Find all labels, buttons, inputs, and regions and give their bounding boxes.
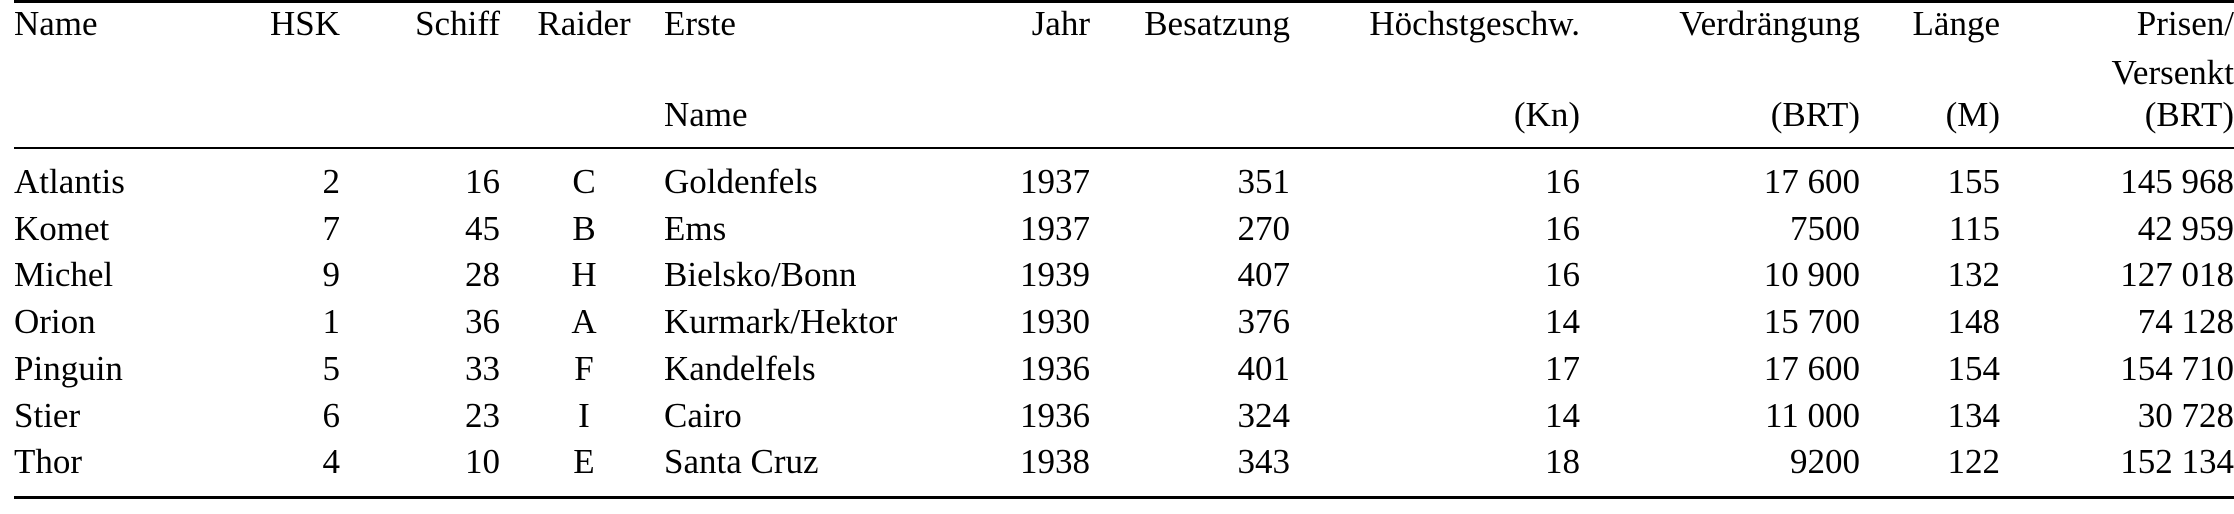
table-row: [14, 148, 2234, 206]
column-header-prisen-versenkt-sub: Versenkt (BRT): [2004, 52, 2234, 148]
cell-prisen-versenkt: 30 728: [2137, 395, 2234, 435]
cell-besatzung: 343: [1094, 439, 1294, 497]
column-header-raider: Raider: [504, 2, 664, 52]
cell-besatzung: 401: [1237, 348, 1290, 388]
table-body: [14, 148, 2234, 497]
cell-schiff: 33: [465, 348, 500, 388]
cell-raider: E: [504, 439, 664, 497]
table-row: [14, 252, 2234, 299]
cell-schiff: 10: [344, 439, 504, 497]
header-row-line1: [14, 2, 2234, 52]
cell-hoechstgeschwindigkeit: 16: [1545, 162, 1580, 202]
cell-verdraengung: 10 900: [1763, 255, 1860, 295]
cell-hsk: 2: [322, 162, 340, 202]
column-header-erste-name: Erste: [664, 2, 954, 52]
cell-schiff: 28: [465, 255, 500, 295]
cell-laenge: 122: [1864, 439, 2004, 497]
cell-jahr: 1939: [1020, 255, 1090, 295]
cell-hsk: 4: [214, 439, 344, 497]
cell-name: Komet: [14, 208, 110, 248]
cell-erste-name: Bielsko/Bonn: [664, 255, 857, 295]
table-row: [14, 206, 2234, 253]
cell-prisen-versenkt: 127 018: [2120, 255, 2234, 295]
column-header-jahr: Jahr: [954, 2, 1094, 52]
cell-erste-name: Goldenfels: [664, 162, 818, 202]
cell-name: Thor: [14, 439, 214, 497]
cell-name: Pinguin: [14, 348, 123, 388]
cell-besatzung: 407: [1237, 255, 1290, 295]
cell-name: Atlantis: [14, 162, 125, 202]
table-row: [14, 346, 2234, 393]
cell-verdraengung: 15 700: [1763, 302, 1860, 342]
cell-hsk: 9: [322, 255, 340, 295]
table-row: [14, 393, 2234, 440]
cell-verdraengung: 11 000: [1765, 395, 1860, 435]
cell-verdraengung: 17 600: [1763, 162, 1860, 202]
cell-hoechstgeschwindigkeit: 18: [1294, 439, 1584, 497]
cell-prisen-versenkt: 42 959: [2137, 208, 2234, 248]
cell-raider: I: [578, 395, 590, 435]
cell-raider: F: [574, 348, 594, 388]
cell-verdraengung: 9200: [1584, 439, 1864, 497]
cell-jahr: 1937: [1020, 208, 1090, 248]
cell-erste-name: Ems: [664, 208, 727, 248]
cell-laenge: 132: [1947, 255, 2000, 295]
cell-prisen-versenkt: 154 710: [2120, 348, 2234, 388]
cell-hoechstgeschwindigkeit: 14: [1545, 302, 1580, 342]
cell-raider: H: [571, 255, 597, 295]
cell-besatzung: 324: [1237, 395, 1290, 435]
cell-schiff: 23: [465, 395, 500, 435]
column-header-laenge-unit: (M): [1864, 52, 2004, 148]
column-header-hoechstgeschwindigkeit-unit: (Kn): [1294, 52, 1584, 148]
column-header-hsk: HSK: [214, 2, 344, 52]
cell-jahr: 1930: [1020, 302, 1090, 342]
cell-laenge: 148: [1947, 302, 2000, 342]
column-header-laenge: Länge: [1864, 2, 2004, 52]
cell-hsk: 5: [322, 348, 340, 388]
cell-laenge: 134: [1947, 395, 2000, 435]
column-header-schiff-sub: [344, 52, 504, 148]
cell-prisen-versenkt: 74 128: [2137, 302, 2234, 342]
cell-raider: B: [572, 208, 596, 248]
cell-laenge: 115: [1948, 208, 2000, 248]
cell-erste-name: Santa Cruz: [664, 439, 954, 497]
cell-prisen-versenkt: 145 968: [2120, 162, 2234, 202]
column-header-prisen-versenkt: Prisen/: [2004, 2, 2234, 52]
cell-raider: C: [572, 162, 596, 202]
cell-name: Stier: [14, 395, 81, 435]
auxiliary-cruisers-table: [14, 0, 2234, 499]
column-header-hoechstgeschwindigkeit: Höchstgeschw.: [1294, 2, 1584, 52]
cell-hoechstgeschwindigkeit: 16: [1545, 255, 1580, 295]
column-header-erste-name-sub: Name: [664, 52, 954, 148]
cell-jahr: 1938: [954, 439, 1094, 497]
cell-hoechstgeschwindigkeit: 16: [1545, 208, 1580, 248]
column-header-verdraengung: Verdrängung: [1584, 2, 1864, 52]
cell-jahr: 1937: [1020, 162, 1090, 202]
cell-hsk: 1: [322, 302, 340, 342]
column-header-name: Name: [14, 2, 214, 52]
cell-schiff: 36: [465, 302, 500, 342]
table-header: [14, 2, 2234, 149]
cell-prisen-versenkt: 152 134: [2004, 439, 2234, 497]
column-header-schiff: Schiff: [344, 2, 504, 52]
column-header-prisen-versenkt-unit: (BRT): [2144, 95, 2234, 135]
column-header-besatzung: Besatzung: [1094, 2, 1294, 52]
cell-hsk: 6: [322, 395, 340, 435]
cell-jahr: 1936: [1020, 395, 1090, 435]
column-header-raider-sub: [504, 52, 664, 148]
cell-besatzung: 270: [1237, 208, 1290, 248]
column-header-verdraengung-unit: (BRT): [1584, 52, 1864, 148]
column-header-hsk-sub: [214, 52, 344, 148]
cell-name: Orion: [14, 302, 96, 342]
cell-laenge: 155: [1947, 162, 2000, 202]
cell-schiff: 45: [465, 208, 500, 248]
table-row: [14, 299, 2234, 346]
column-header-jahr-sub: [954, 52, 1094, 148]
cell-erste-name: Kandelfels: [664, 348, 816, 388]
cell-raider: A: [571, 302, 597, 342]
cell-besatzung: 351: [1237, 162, 1290, 202]
cell-laenge: 154: [1947, 348, 2000, 388]
table-row: [14, 439, 2234, 497]
cell-verdraengung: 7500: [1790, 208, 1860, 248]
cell-erste-name: Kurmark/Hektor: [664, 302, 898, 342]
cell-hsk: 7: [322, 208, 340, 248]
cell-schiff: 16: [465, 162, 500, 202]
cell-hoechstgeschwindigkeit: 17: [1545, 348, 1580, 388]
cell-erste-name: Cairo: [664, 395, 742, 435]
cell-hoechstgeschwindigkeit: 14: [1545, 395, 1580, 435]
cell-jahr: 1936: [1020, 348, 1090, 388]
cell-besatzung: 376: [1237, 302, 1290, 342]
column-header-name-sub: [14, 52, 214, 148]
cell-name: Michel: [14, 255, 114, 295]
header-row-line2: [14, 52, 2234, 148]
column-header-besatzung-sub: [1094, 52, 1294, 148]
cell-verdraengung: 17 600: [1763, 348, 1860, 388]
